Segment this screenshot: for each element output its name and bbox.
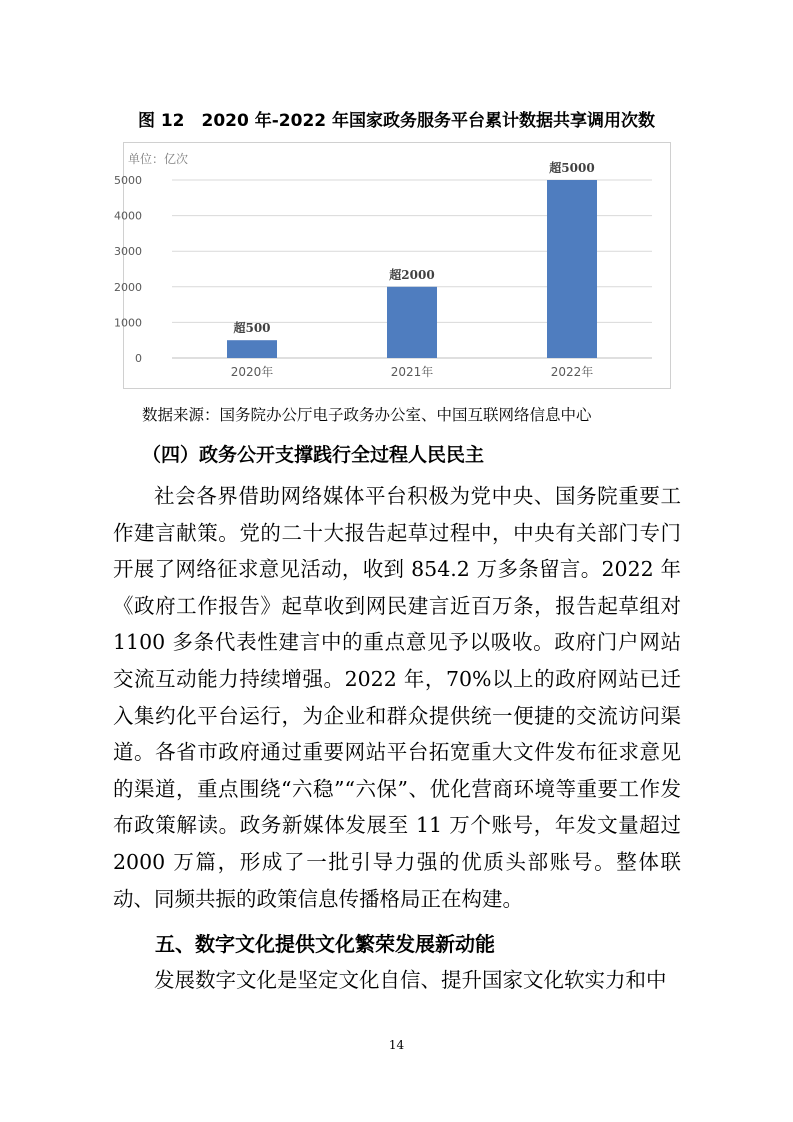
x-tick-label: 2022年 — [550, 365, 594, 379]
section-heading: 五、数字文化提供文化繁荣发展新动能 — [155, 932, 495, 956]
bar-data-label: 超5000 — [549, 161, 595, 175]
y-tick-label: 3000 — [114, 245, 142, 259]
body-paragraph-continued: 发展数字文化是坚定文化自信、提升国家文化软实力和中 — [154, 968, 667, 992]
bar — [387, 287, 437, 358]
bar-data-label: 超2000 — [389, 267, 435, 282]
chart-unit-label: 单位：亿次 — [128, 152, 189, 166]
bar — [547, 180, 597, 358]
y-tick-label: 0 — [135, 352, 142, 365]
chart-canvas — [114, 143, 672, 390]
x-tick-label: 2021年 — [390, 365, 434, 379]
bar-data-label: 超500 — [233, 321, 271, 336]
page-number: 14 — [388, 1038, 405, 1052]
y-tick-label: 1000 — [114, 316, 142, 330]
y-tick-label: 4000 — [114, 209, 142, 223]
figure-title: 图 12 2020 年-2022 年国家政务服务平台累计数据共享调用次数 — [137, 111, 656, 131]
bar — [227, 340, 277, 358]
x-tick-label: 2020年 — [230, 365, 274, 379]
y-tick-label: 2000 — [114, 280, 142, 294]
subsection-heading: （四）政务公开支撑践行全过程人民民主 — [142, 444, 485, 466]
body-paragraph: 社会各界借助网络媒体平台积极为党中央、国务院重要工作建言献策。党的二十大报告起草过程中，中央有关部门专门开展了网络征求意见活动，收到 854.2 万多条留言。2022 年《政府工作报告》起草收到网民建言近百万条，报告起草组对 1100 多条代表性建言中的重点意见予以吸收。政府门户网站交流互动能力持续增强。2022 年，70%以上的政府网站已迁入集约化平台运行，为企业和群众提供统一便捷的交流访问渠道。各省市政府通过重要网站平台拓宽重大文件发布征求意见的渠道，重点围绕“六稳”“六保”、优化营商环境等重要工作发布政策解读。政务新媒体发展至 11 万个账号，年发文量超过 2000 万篇，形成了一批引导力强的优质头部账号。整体联动、同频共振的政策信息传播格局正在构建。 — [113, 484, 681, 911]
data-source-note: 数据来源：国务院办公厅电子政务办公室、中国互联网络信息中心 — [142, 406, 592, 424]
y-tick-label: 5000 — [114, 174, 142, 187]
bar-chart — [114, 142, 671, 389]
